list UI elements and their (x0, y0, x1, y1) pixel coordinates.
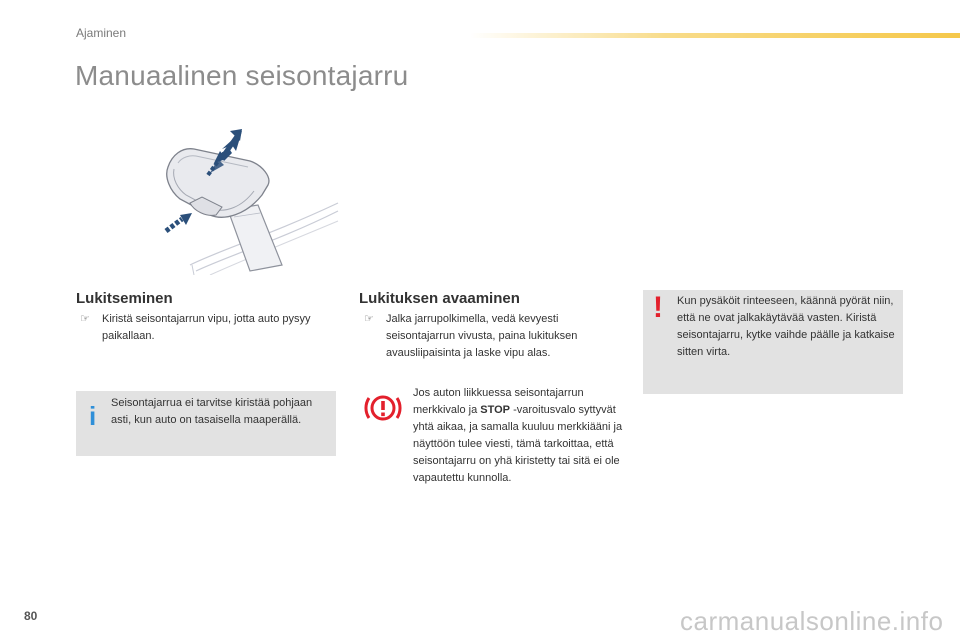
page-title: Manuaalinen seisontajarru (75, 60, 409, 91)
warning-box (643, 290, 903, 394)
parking-brake-lever-illustration (150, 125, 340, 275)
watermark: carmanualsonline.info (680, 606, 944, 636)
section-label: Ajaminen (76, 26, 127, 40)
alert-text-part: Jos auton liikkuessa seisontajarrun merkkivalo ja (413, 387, 584, 416)
bullet-arrow-icon: ☞ (364, 313, 374, 325)
unlocking-step-text: Jalka jarrupolkimella, vedä kevyesti seisontajarrun vivusta, paina lukituksen avausliipaisinta ja laske vipu alas. (386, 313, 578, 359)
info-box (76, 391, 336, 456)
brake-warning-icon (363, 388, 403, 428)
stop-label: STOP (480, 404, 511, 416)
exclamation-icon: ! (653, 291, 663, 324)
locking-step (80, 311, 320, 345)
info-text: Seisontajarrua ei tarvitse kiristää pohjaan asti, kun auto on tasaisella maaperällä. (111, 397, 313, 426)
header-accent-bar (470, 33, 960, 38)
alert-text (413, 385, 623, 487)
bullet-arrow-icon: ☞ (80, 313, 90, 325)
alert-text-part: -varoitusvalo syttyvät yhtä aikaa, ja samalla kuuluu merkkiääni ja näyttöön tulee viesti, tämä tarkoittaa, että seisontajarru on yhä kiristetty tai sitä ei ole vapautettu kunnolla. (413, 404, 623, 484)
locking-step-text: Kiristä seisontajarrun vipu, jotta auto pysyy paikallaan. (102, 313, 311, 342)
warning-text: Kun pysäköit rinteeseen, käännä pyörät niin, että ne ovat jalkakäytävää vasten. Kiristä seisontajarru, kytke vaihde päälle ja katkaise sitten virta. (677, 295, 895, 358)
page-number: 80 (24, 609, 38, 623)
info-icon: i (89, 401, 97, 431)
locking-heading: Lukitseminen (76, 290, 173, 307)
unlocking-step (364, 311, 614, 362)
unlocking-heading: Lukituksen avaaminen (359, 290, 520, 307)
